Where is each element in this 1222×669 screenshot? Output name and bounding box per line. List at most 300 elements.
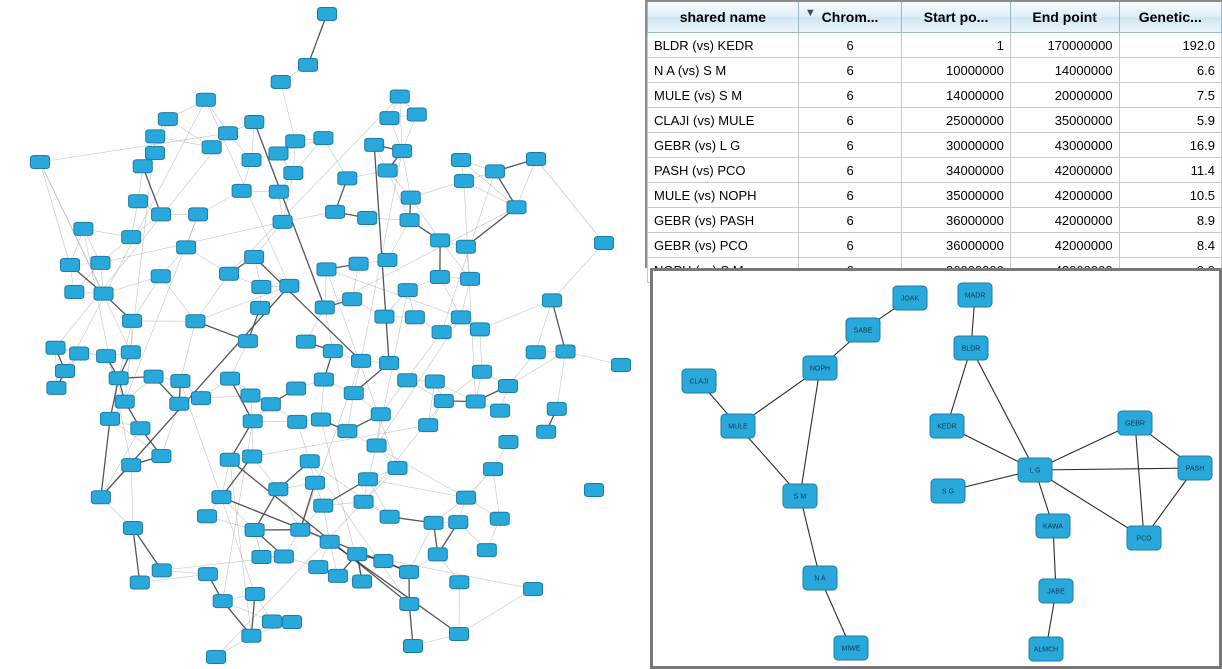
table-row[interactable] <box>648 108 1222 133</box>
interval-table[interactable] <box>647 2 1222 283</box>
table-row[interactable] <box>648 33 1222 58</box>
large-network-node[interactable] <box>245 587 264 600</box>
node-shape <box>499 435 518 448</box>
large-network-node[interactable] <box>547 402 566 415</box>
node-shape <box>146 130 165 143</box>
large-network-node[interactable] <box>507 201 526 214</box>
large-network-node[interactable] <box>400 565 419 578</box>
small-network-canvas[interactable] <box>653 271 1219 666</box>
node-shape <box>461 272 480 285</box>
large-network-node[interactable] <box>299 58 318 71</box>
node-shape <box>318 8 337 21</box>
small-network-node[interactable] <box>1127 526 1161 550</box>
large-network-node[interactable] <box>314 373 333 386</box>
large-network-node[interactable] <box>595 237 614 250</box>
large-network-node[interactable] <box>432 326 451 339</box>
large-network-node[interactable] <box>457 491 476 504</box>
large-network-node[interactable] <box>431 234 450 247</box>
large-network-node[interactable] <box>358 473 377 486</box>
small-network-node[interactable] <box>721 414 755 438</box>
large-network-node[interactable] <box>196 93 215 106</box>
large-network-node[interactable] <box>243 450 262 463</box>
small-network-node[interactable] <box>803 356 837 380</box>
node-shape <box>101 412 120 425</box>
small-network-node[interactable] <box>1178 456 1212 480</box>
node-shape <box>129 195 148 208</box>
large-network-node[interactable] <box>122 459 141 472</box>
large-network-node[interactable] <box>177 241 196 254</box>
node-shape <box>338 425 357 438</box>
cell-shared-name: BLDR (vs) KEDR <box>648 33 799 58</box>
large-network-node[interactable] <box>428 548 447 561</box>
cell-start-point: 30000000 <box>902 133 1011 158</box>
large-network-node[interactable] <box>232 184 251 197</box>
large-network-node[interactable] <box>380 357 399 370</box>
large-network-node[interactable] <box>252 281 271 294</box>
node-shape <box>241 389 260 402</box>
large-network-node[interactable] <box>241 389 260 402</box>
large-network-node[interactable] <box>526 346 545 359</box>
cell-end-point: 35000000 <box>1010 108 1119 133</box>
cell-start-point: 34000000 <box>902 158 1011 183</box>
large-network-node[interactable] <box>238 335 257 348</box>
large-network-node[interactable] <box>352 354 371 367</box>
table-row[interactable] <box>648 158 1222 183</box>
large-network-node[interactable] <box>404 640 423 653</box>
node-shape <box>115 395 134 408</box>
node-label: BLDR <box>961 345 981 353</box>
large-network-node[interactable] <box>499 435 518 448</box>
large-network-node[interactable] <box>70 347 89 360</box>
large-network-node[interactable] <box>198 568 217 581</box>
table-row[interactable] <box>648 83 1222 108</box>
large-network-node[interactable] <box>311 413 330 426</box>
node-shape <box>197 510 216 523</box>
large-network-node[interactable] <box>490 512 509 525</box>
node-shape <box>452 154 471 167</box>
large-network-node[interactable] <box>284 166 303 179</box>
large-network-edge <box>140 574 208 582</box>
large-network-node[interactable] <box>131 422 150 435</box>
large-network-node[interactable] <box>498 380 517 393</box>
node-label: NOPH <box>809 365 831 373</box>
large-network-node[interactable] <box>419 419 438 432</box>
large-network-node[interactable] <box>358 212 377 225</box>
small-network-node[interactable] <box>1039 579 1073 603</box>
large-network-node[interactable] <box>152 450 171 463</box>
node-label: JOAK <box>900 295 920 303</box>
large-network-node[interactable] <box>94 287 113 300</box>
large-network-node[interactable] <box>354 495 373 508</box>
large-network-node[interactable] <box>144 370 163 383</box>
large-network-node[interactable] <box>470 323 489 336</box>
large-network-node[interactable] <box>186 315 205 328</box>
column-header-end-point[interactable] <box>1010 2 1119 33</box>
large-network-node[interactable] <box>374 554 393 567</box>
small-network-node[interactable] <box>803 566 837 590</box>
node-label: N A <box>814 575 826 583</box>
node-label: KAWA <box>1042 523 1064 531</box>
small-network-node[interactable] <box>1018 458 1052 482</box>
large-network-node[interactable] <box>388 461 407 474</box>
large-network-node[interactable] <box>97 350 116 363</box>
large-network-node[interactable] <box>207 651 226 664</box>
node-shape <box>177 241 196 254</box>
large-network-node[interactable] <box>296 335 315 348</box>
large-network-node[interactable] <box>291 523 310 536</box>
table-row[interactable] <box>648 133 1222 158</box>
large-network-node[interactable] <box>152 208 171 221</box>
large-network-node[interactable] <box>380 112 399 125</box>
large-network-node[interactable] <box>245 523 264 536</box>
large-network-node[interactable] <box>245 115 264 128</box>
large-network-node[interactable] <box>309 561 328 574</box>
node-shape <box>269 147 288 160</box>
large-network-node[interactable] <box>101 412 120 425</box>
large-network-node[interactable] <box>491 404 510 417</box>
large-network-node[interactable] <box>454 174 473 187</box>
node-shape <box>152 564 171 577</box>
large-network-node[interactable] <box>170 397 189 410</box>
small-network-node[interactable] <box>931 479 965 503</box>
small-network-node[interactable] <box>893 286 927 310</box>
large-network-node[interactable] <box>109 372 128 385</box>
node-shape <box>70 347 89 360</box>
node-shape <box>144 370 163 383</box>
large-network-node[interactable] <box>380 510 399 523</box>
large-network-node[interactable] <box>305 476 324 489</box>
node-shape <box>323 345 342 358</box>
large-network-node[interactable] <box>343 293 362 306</box>
node-label: MADR <box>964 292 986 300</box>
node-shape <box>31 156 50 169</box>
large-network-node[interactable] <box>213 595 232 608</box>
node-shape <box>212 491 231 504</box>
node-shape <box>280 279 299 292</box>
large-network-node[interactable] <box>269 483 288 496</box>
large-network-edge <box>552 243 604 300</box>
large-network-node[interactable] <box>191 392 210 405</box>
node-shape <box>245 115 264 128</box>
node-shape <box>380 357 399 370</box>
large-network-node[interactable] <box>328 569 347 582</box>
large-network-node[interactable] <box>425 375 444 388</box>
node-shape <box>348 548 367 561</box>
large-network-node[interactable] <box>344 387 363 400</box>
large-network-node[interactable] <box>424 516 443 529</box>
column-header-shared-name[interactable] <box>648 2 799 33</box>
large-network-node[interactable] <box>151 270 170 283</box>
large-network-edge <box>480 300 552 329</box>
large-network-edge <box>536 300 552 352</box>
large-network-node[interactable] <box>317 263 336 276</box>
large-network-node[interactable] <box>318 8 337 21</box>
cell-genetic: 192.0 <box>1119 33 1221 58</box>
node-shape <box>490 512 509 525</box>
large-network-node[interactable] <box>123 314 142 327</box>
large-network-node[interactable] <box>456 240 475 253</box>
cell-genetic: 7.5 <box>1119 83 1221 108</box>
large-network-node[interactable] <box>466 395 485 408</box>
large-network-node[interactable] <box>252 550 271 563</box>
large-network-node[interactable] <box>407 108 426 121</box>
large-network-node[interactable] <box>273 215 292 228</box>
large-network-node[interactable] <box>158 113 177 126</box>
large-network-node[interactable] <box>245 251 264 264</box>
node-shape <box>245 587 264 600</box>
large-network-node[interactable] <box>451 311 470 324</box>
node-shape <box>243 415 262 428</box>
node-shape <box>400 214 419 227</box>
node-shape <box>274 550 293 563</box>
node-shape <box>91 491 110 504</box>
cell-start-point: 14000000 <box>902 83 1011 108</box>
large-network-node[interactable] <box>219 127 238 140</box>
small-network-node[interactable] <box>1029 637 1063 661</box>
large-network-node[interactable] <box>189 208 208 221</box>
large-network-node[interactable] <box>390 90 409 103</box>
large-network-node[interactable] <box>349 257 368 270</box>
node-shape <box>219 127 238 140</box>
table-row[interactable] <box>648 183 1222 208</box>
node-shape <box>450 628 469 641</box>
large-network-edge <box>368 479 466 497</box>
large-network-node[interactable] <box>537 425 556 438</box>
cell-chromosome: 6 <box>798 233 901 258</box>
large-network-node[interactable] <box>585 484 604 497</box>
large-network-node[interactable] <box>434 394 453 407</box>
node-shape <box>314 132 333 145</box>
node-shape <box>343 293 362 306</box>
large-network-node[interactable] <box>378 164 397 177</box>
large-network-node[interactable] <box>401 191 420 204</box>
cell-genetic: 8.9 <box>1119 208 1221 233</box>
large-network-node[interactable] <box>461 272 480 285</box>
cell-genetic: 16.9 <box>1119 133 1221 158</box>
cell-shared-name: PASH (vs) PCO <box>648 158 799 183</box>
node-shape <box>242 629 261 642</box>
small-network-node[interactable] <box>958 283 992 307</box>
large-network-node[interactable] <box>527 153 546 166</box>
node-shape <box>300 455 319 468</box>
small-network-edge <box>971 348 1035 470</box>
large-network-node[interactable] <box>378 254 397 267</box>
large-network-node[interactable] <box>371 408 390 421</box>
large-network-node[interactable] <box>262 615 281 628</box>
large-network-node[interactable] <box>477 544 496 557</box>
node-shape <box>152 208 171 221</box>
small-network-node[interactable] <box>930 414 964 438</box>
large-network-node[interactable] <box>375 310 394 323</box>
large-network-node[interactable] <box>65 286 84 299</box>
large-network-node[interactable] <box>152 564 171 577</box>
large-network-node[interactable] <box>91 256 110 269</box>
node-label: S G <box>941 488 955 496</box>
node-shape <box>349 257 368 270</box>
large-network-node[interactable] <box>197 510 216 523</box>
cell-shared-name: MULE (vs) NOPH <box>648 183 799 208</box>
large-network-node[interactable] <box>288 415 307 428</box>
node-shape <box>196 93 215 106</box>
node-shape <box>91 256 110 269</box>
large-network-node[interactable] <box>146 147 165 160</box>
large-network-node[interactable] <box>286 135 305 148</box>
large-network-node[interactable] <box>212 491 231 504</box>
large-network-node[interactable] <box>31 156 50 169</box>
table-row[interactable] <box>648 58 1222 83</box>
small-network-node[interactable] <box>954 336 988 360</box>
node-shape <box>527 153 546 166</box>
large-network-node[interactable] <box>261 398 280 411</box>
large-network-node[interactable] <box>287 382 306 395</box>
large-network-node[interactable] <box>323 345 342 358</box>
node-shape <box>398 284 417 297</box>
large-network-node[interactable] <box>315 301 334 314</box>
node-shape <box>242 153 261 166</box>
node-shape <box>317 263 336 276</box>
node-label: KEDR <box>937 423 957 431</box>
large-network-node[interactable] <box>450 628 469 641</box>
column-header-start-point[interactable] <box>902 2 1011 33</box>
node-shape <box>287 382 306 395</box>
large-network-node[interactable] <box>430 270 449 283</box>
node-label: ALMCH <box>1033 646 1059 654</box>
cell-start-point: 10000000 <box>902 58 1011 83</box>
cell-chromosome: 6 <box>798 83 901 108</box>
small-network-node[interactable] <box>834 636 868 660</box>
large-network-node[interactable] <box>338 425 357 438</box>
node-shape <box>477 544 496 557</box>
large-network-node[interactable] <box>251 301 270 314</box>
large-network-node[interactable] <box>74 222 93 235</box>
large-network-node[interactable] <box>129 195 148 208</box>
large-network-node[interactable] <box>121 346 140 359</box>
large-network-node[interactable] <box>398 374 417 387</box>
large-network-node[interactable] <box>320 535 339 548</box>
node-shape <box>353 575 372 588</box>
large-network-node[interactable] <box>393 144 412 157</box>
large-network-node[interactable] <box>314 499 333 512</box>
large-network-node[interactable] <box>280 279 299 292</box>
large-network-node[interactable] <box>314 132 333 145</box>
large-network-node[interactable] <box>115 395 134 408</box>
large-network-node[interactable] <box>56 365 75 378</box>
large-network-edge <box>536 159 604 243</box>
node-shape <box>425 375 444 388</box>
large-network-node[interactable] <box>91 491 110 504</box>
large-network-node[interactable] <box>220 267 239 280</box>
large-network-node[interactable] <box>242 629 261 642</box>
large-network-node[interactable] <box>202 141 221 154</box>
table-body[interactable] <box>648 33 1222 283</box>
node-shape <box>498 380 517 393</box>
node-shape <box>390 90 409 103</box>
cell-end-point: 42000000 <box>1010 208 1119 233</box>
large-network-node[interactable] <box>146 130 165 143</box>
large-network-node[interactable] <box>452 154 471 167</box>
large-network-node[interactable] <box>398 284 417 297</box>
table-row[interactable] <box>648 208 1222 233</box>
column-header-chromosome[interactable] <box>798 2 901 33</box>
large-network-node[interactable] <box>271 75 290 88</box>
node-shape <box>374 554 393 567</box>
table-row[interactable] <box>648 233 1222 258</box>
large-network-node[interactable] <box>353 575 372 588</box>
small-network-node[interactable] <box>846 318 880 342</box>
large-network-edge <box>40 162 104 294</box>
node-shape <box>311 413 330 426</box>
large-network-node[interactable] <box>484 463 503 476</box>
large-network-node[interactable] <box>133 160 152 173</box>
node-shape <box>213 595 232 608</box>
large-network-node[interactable] <box>122 231 141 244</box>
large-network-node[interactable] <box>556 345 575 358</box>
small-network-view[interactable] <box>650 268 1222 669</box>
large-network-node[interactable] <box>242 153 261 166</box>
large-network-node[interactable] <box>348 548 367 561</box>
large-network-node[interactable] <box>612 359 631 372</box>
node-label: GEBR <box>1125 420 1145 428</box>
large-network-node[interactable] <box>269 185 288 198</box>
small-network-node[interactable] <box>1118 411 1152 435</box>
filter-icon[interactable]: ▼ <box>804 7 816 19</box>
large-network-node[interactable] <box>274 550 293 563</box>
large-network-node[interactable] <box>123 521 142 534</box>
large-network-node[interactable] <box>405 311 424 324</box>
large-network-node[interactable] <box>338 172 357 185</box>
large-network-node[interactable] <box>221 372 240 385</box>
cell-start-point: 1 <box>902 33 1011 58</box>
large-network-node[interactable] <box>485 165 504 178</box>
node-shape <box>121 346 140 359</box>
large-network-node[interactable] <box>243 415 262 428</box>
large-network-node[interactable] <box>365 138 384 151</box>
node-shape <box>130 576 149 589</box>
large-network-node[interactable] <box>367 439 386 452</box>
large-network-node[interactable] <box>47 381 66 394</box>
interval-table-panel[interactable] <box>645 0 1222 268</box>
large-network-node[interactable] <box>220 453 239 466</box>
large-network-node[interactable] <box>269 147 288 160</box>
large-network-node[interactable] <box>524 583 543 596</box>
large-network-node[interactable] <box>400 214 419 227</box>
small-network-edge <box>800 368 820 496</box>
node-shape <box>198 568 217 581</box>
node-shape <box>595 237 614 250</box>
node-shape <box>245 251 264 264</box>
large-network-node[interactable] <box>300 455 319 468</box>
small-network-node[interactable] <box>1036 514 1070 538</box>
large-network-node[interactable] <box>61 259 80 272</box>
large-network-node[interactable] <box>283 616 302 629</box>
large-network-node[interactable] <box>130 576 149 589</box>
small-network-node[interactable] <box>783 484 817 508</box>
cell-start-point: 35000000 <box>902 183 1011 208</box>
node-shape <box>400 565 419 578</box>
large-network-node[interactable] <box>326 205 345 218</box>
column-header-genetic[interactable] <box>1119 2 1221 33</box>
large-network-node[interactable] <box>472 365 491 378</box>
large-network-node[interactable] <box>542 294 561 307</box>
large-network-node[interactable] <box>449 516 468 529</box>
node-shape <box>365 138 384 151</box>
small-network-node[interactable] <box>682 369 716 393</box>
large-network-node[interactable] <box>400 598 419 611</box>
large-network-node[interactable] <box>450 576 469 589</box>
large-network-node[interactable] <box>46 341 65 354</box>
node-shape <box>450 576 469 589</box>
large-network-node[interactable] <box>171 374 190 387</box>
